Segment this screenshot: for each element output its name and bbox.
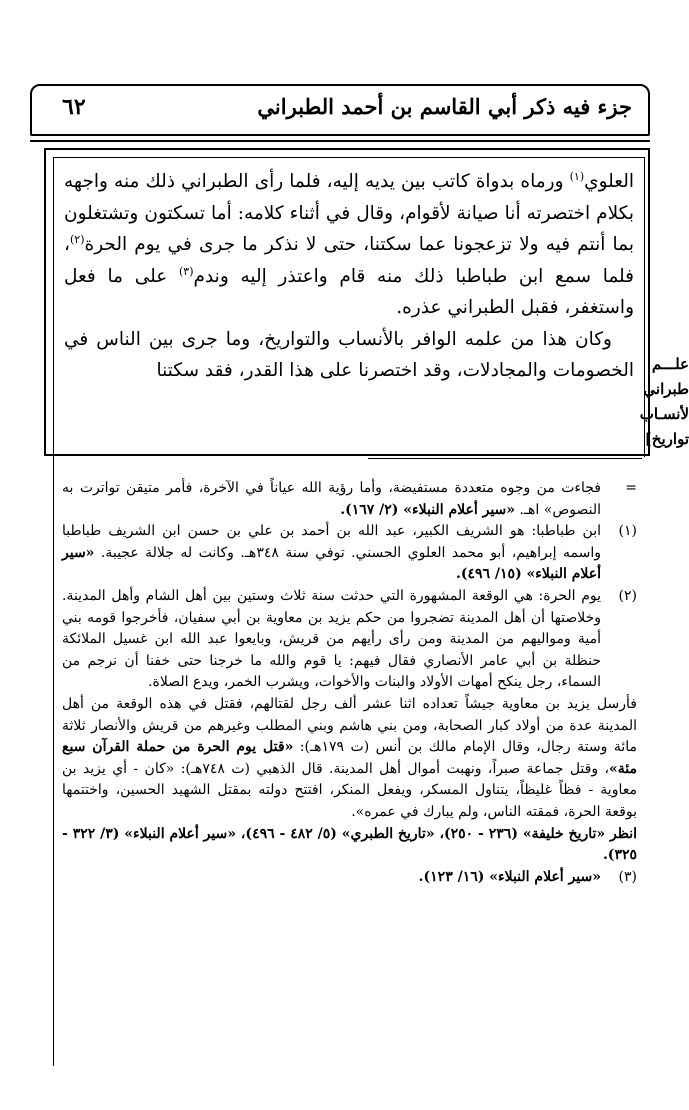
- reference: «سير أعلام النبلاء» (١٦/ ١٢٣).: [418, 868, 601, 885]
- continuation-mark: =: [625, 480, 637, 496]
- footnote-ref-3[interactable]: (٣): [178, 264, 194, 278]
- footnote-2: (٢) يوم الحرة: هي الوقعة المشهورة التي حدثت سنة ثلاث وستين بين أهل الشام وأهل المدينة. وخلاصتها أن أهل المدينة تضجروا من حكم يزيد بن معاوية بن أبي سفيان، فأخرجوا قومه بني أمية ومواليهم من المدينة ومن رأى رأيهم من قريش، وبايعوا عبد الله ابن غسيل الملائكة حنظلة بن أبي عامر الأنصاري فقال فيهم: يا قوم والله ما خرجنا حتى خفنا أن نرجم من السماء، رجل ينكح أمهات الأولاد والبنات والأخوات، ويشرب الخمر، ويدع الصلاة.: [62, 587, 637, 691]
- margin-note-line: علـــم: [651, 355, 689, 373]
- header-rule: [30, 140, 650, 142]
- reference: انظر «تاريخ خليفة» (٢٣٦ - ٢٥٠)، «تاريخ الطبري» (٥/ ٤٨٢ - ٤٩٦)، «سير أعلام النبلاء» (٣/ ٣٢٢ - ٣٢٥).: [62, 825, 638, 864]
- main-text: [64, 166, 634, 387]
- paragraph-1: العلوي$^{(١)}$ ورماه بدواة كاتب بين يديه إليه، فلما رأى الطبراني ذلك منه واجهه بكلام اختصرته أنا صيانة لأقوام، وقال في أثناء كلامه: أما تسكتون وتشتغلون بما أنتم فيه ولا تزعجونا عما سكتنا، حتى لا نذكر ما جرى في يوم الحرة$^{(٢)}$، فلما سمع ابن طباطبا ذلك منه قام واعتذر إليه وندم$^{(٣)}$ على ما فعل واستغفر، فقبل الطبراني عذره.: [64, 169, 634, 318]
- running-header: [30, 84, 650, 136]
- footnote-ref-2[interactable]: (٢): [69, 232, 85, 246]
- footnote-continued: = فجاءت من وجوه متعددة مستفيضة، وأما رؤية الله عياناً في الآخرة، فأمر متيقن تواترت به النصوص» اهـ. «سير أعلام النبلاء» (٢/ ١٦٧).: [62, 480, 637, 518]
- footnote-3: [62, 867, 637, 889]
- footnote-2-continued: فأرسل يزيد بن معاوية جيشاً تعداده اثنا عشر ألف رجل لقتالهم، فقتل في هذه الوقعة من أهل المدينة عدة من أولاد كبار الصحابة، ومن بني هاشم وبني المطلب وغيرهم من قريش والأنصار ثلاثة مائة وستة رجال، وقال الإمام مالك بن أنس (ت ١٧٩هـ): «قتل يوم الحرة من حملة القرآن سبع مئة»، وقتل جماعة صبراً، ونهبت أموال أهل المدينة. قال الذهبي (ت ٧٤٨هـ): «كان - أي يزيد بن معاوية - فظاً غليظاً، يتناول المسكر، ويفعل المنكر، افتتح دولته بمقتل الشهيد الحسين، واختتمها بوقعة الحرة، فمقته الناس، ولم يبارك في عمره». انظر «تاريخ خليفة» (٢٣٦ - ٢٥٠)، «تاريخ الطبري» (٥/ ٤٨٢ - ٤٩٦)، «سير أعلام النبلاء» (٣/ ٣٢٢ - ٣٢٥).: [62, 695, 638, 864]
- running-title: جزء فيه ذكر أبي القاسم بن أحمد الطبراني: [257, 94, 632, 119]
- margin-note: [639, 352, 689, 452]
- footnote-number: (٢): [618, 587, 637, 604]
- margin-note-line: طبراني: [643, 380, 689, 398]
- margin-note-line: لأنسـاب: [639, 405, 689, 423]
- left-border-line: [53, 456, 54, 1066]
- margin-note-line: تواريخ]: [644, 430, 689, 448]
- footnote-number: (٣): [618, 868, 637, 885]
- paragraph-2: وكان هذا من علمه الوافر بالأنساب والتواريخ، وما جرى بين الناس في الخصومات والمجادلات، وقد اختصرنا على هذا القدر، فقد سكتنا: [64, 328, 634, 381]
- footnote-1: (١) ابن طباطبا: هو الشريف الكبير، عبد الله بن أحمد بن علي بن حسن ابن الشريف طباطبا واسمه إبراهيم، أبو محمد العلوي الحسني. توفي سنة ٣٤٨هـ. وكانت له جلالة عجيبة. «سير أعلام النبلاء» (١٥/ ٤٩٦).: [62, 523, 637, 583]
- footnote-separator: [368, 458, 642, 459]
- page-number: ٦٢: [62, 94, 86, 120]
- quotation: «قتل يوم الحرة من حملة القرآن سبع مئة»: [62, 739, 637, 777]
- footnotes: [62, 478, 637, 888]
- footnote-number: (١): [618, 523, 637, 540]
- reference: «سير أعلام النبلاء» (٢/ ١٦٧).: [340, 501, 516, 518]
- footnote-ref-1[interactable]: (١): [569, 169, 585, 183]
- reference: «سير أعلام النبلاء» (١٥/ ٤٩٦).: [62, 544, 601, 583]
